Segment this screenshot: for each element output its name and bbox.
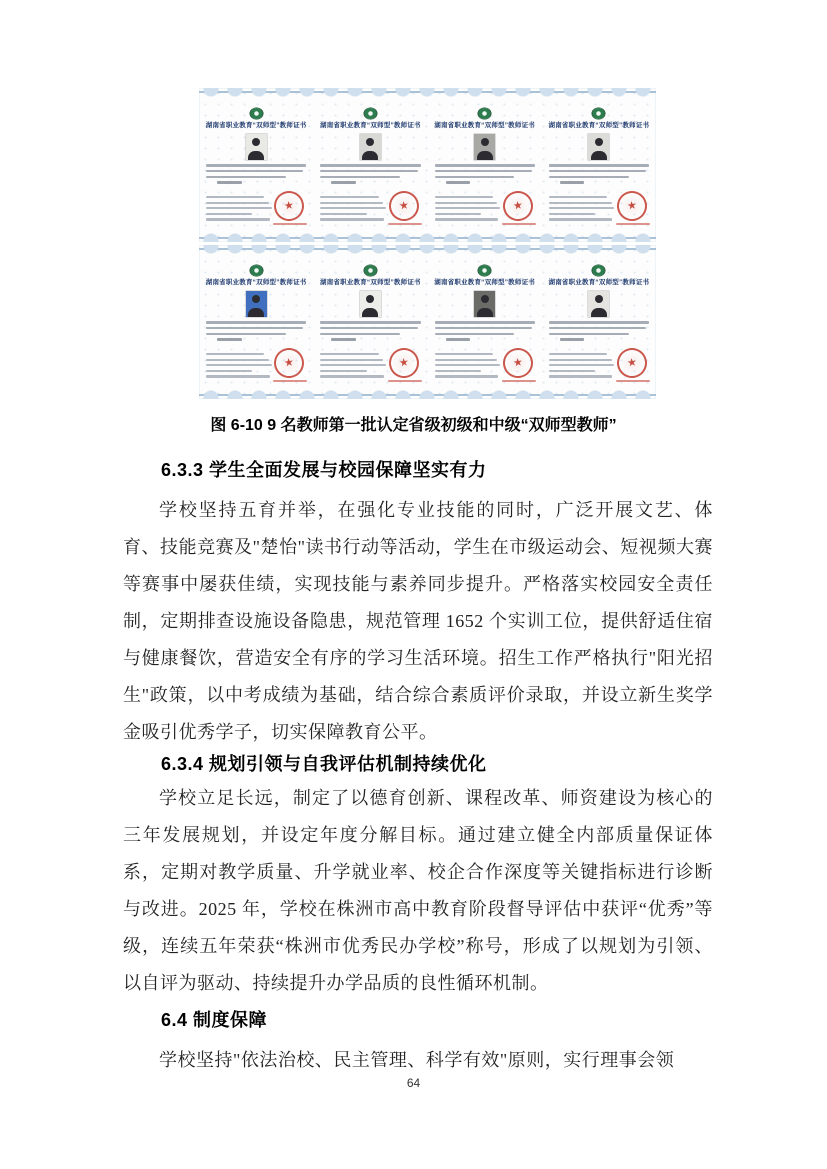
seal-date-text [273,380,307,382]
seal-star-icon: ★ [626,355,638,370]
guilloche-border-icon [199,88,656,101]
red-seal-icon [272,346,306,380]
double-qualified-emblem-icon [250,108,263,119]
photo-head-silhouette [252,295,260,303]
red-seal-icon [387,189,421,223]
seal-date-text [273,223,307,225]
teacher-photo [246,291,267,317]
certificate-meta-text [435,353,501,381]
photo-head-silhouette [366,138,374,146]
certificate-strip-row-1 [199,88,656,242]
teacher-certificate [199,258,313,386]
certificate-body-text [319,321,421,341]
photo-body-silhouette [477,308,493,317]
seal-date-text [616,223,650,225]
red-seal-icon [615,346,649,380]
photo-body-silhouette [362,151,378,160]
certificate-title: 湖南省职业教育“双师型”教师证书 [320,279,421,286]
seal-star-icon: ★ [626,198,638,213]
seal-star-icon: ★ [397,198,410,213]
seal-star-icon: ★ [283,198,295,213]
double-qualified-emblem-icon [478,108,491,119]
certificate-title: 湖南省职业教育“双师型”教师证书 [548,279,650,286]
photo-body-silhouette [477,151,493,160]
certificate-body-text [548,321,650,341]
certificates-figure [199,88,656,402]
section-paragraph-6-3-3: 学校坚持五育并举，在强化专业技能的同时，广泛开展文艺、体育、技能竞赛及"楚怡"读书行动等活动，学生在市级运动会、短视频大赛等赛事中屡获佳绩，实现技能与素养同步提升。严格落实校园安全责任制，定期排查设施设备隐患，规范管理 1652 个实训工位，提供舒适住宿与健康餐饮，营造安全有序的学习生活环境。招生工作严格执行"阳光招生"政策，以中考成绩为基础，结合综合素质评价录取，并设立新生奖学金吸引优秀学子，切实保障教育公平。 [123,500,713,742]
teacher-certificate [542,258,656,386]
section-heading-6-3-4: 6.3.4 规划引领与自我评估机制持续优化 [161,754,487,774]
certificate-title: 湖南省职业教育“双师型”教师证书 [205,122,307,129]
certificate-meta-text [206,196,272,224]
seal-date-text [502,223,536,225]
photo-head-silhouette [595,138,603,146]
seal-date-text [502,380,536,382]
guilloche-border-icon [199,229,656,242]
section-heading-6-4: 6.4 制度保障 [161,1010,268,1030]
certificate-meta-text [320,353,386,381]
certificate-meta-text [549,353,615,381]
certificate-meta-text [206,353,272,381]
certificate-body-text [434,164,536,184]
red-seal-icon [272,189,306,223]
guilloche-border-icon [199,386,656,399]
photo-body-silhouette [248,151,264,160]
seal-star-icon: ★ [511,198,524,213]
teacher-photo [588,134,609,160]
teacher-certificate [542,101,656,229]
photo-body-silhouette [362,308,378,317]
teacher-photo [360,134,381,160]
seal-date-text [388,223,422,225]
red-seal-icon [501,189,535,223]
certificate-body-text [205,321,307,341]
certificate-body-text [434,321,536,341]
certificate-meta-text [549,196,615,224]
teacher-certificate [199,101,313,229]
photo-body-silhouette [591,308,607,317]
certificate-row [199,258,656,386]
photo-body-silhouette [248,308,264,317]
double-qualified-emblem-icon [364,108,377,119]
certificate-title: 湖南省职业教育“双师型”教师证书 [320,122,421,129]
red-seal-icon [387,346,421,380]
certificate-row [199,101,656,229]
photo-head-silhouette [481,295,489,303]
guilloche-border-icon [199,245,656,258]
double-qualified-emblem-icon [478,265,491,276]
certificate-meta-text [435,196,501,224]
figure-caption: 图 6-10 9 名教师第一批认定省级初级和中级“双师型教师” [210,417,617,434]
teacher-photo [246,134,267,160]
certificate-title: 湖南省职业教育“双师型”教师证书 [548,122,650,129]
red-seal-icon [501,346,535,380]
teacher-certificate [313,101,427,229]
red-seal-icon [615,189,649,223]
double-qualified-emblem-icon [250,265,263,276]
seal-date-text [616,380,650,382]
teacher-certificate [313,258,427,386]
certificate-body-text [319,164,421,184]
certificate-body-text [205,164,307,184]
teacher-photo [360,291,381,317]
double-qualified-emblem-icon [364,265,377,276]
teacher-certificate [428,101,542,229]
double-qualified-emblem-icon [592,265,605,276]
certificate-title: 湖南省职业教育“双师型”教师证书 [205,279,307,286]
certificate-title: 湖南省职业教育“双师型”教师证书 [434,122,535,129]
seal-star-icon: ★ [397,355,410,370]
seal-star-icon: ★ [511,355,524,370]
teacher-photo [474,134,495,160]
page-number: 64 [406,1076,421,1090]
photo-body-silhouette [591,151,607,160]
certificate-title: 湖南省职业教育“双师型”教师证书 [434,279,535,286]
seal-star-icon: ★ [283,355,295,370]
teacher-photo [474,291,495,317]
photo-head-silhouette [481,138,489,146]
seal-date-text [388,380,422,382]
certificate-meta-text [320,196,386,224]
photo-head-silhouette [595,295,603,303]
teacher-photo [588,291,609,317]
double-qualified-emblem-icon [592,108,605,119]
photo-head-silhouette [366,295,374,303]
photo-head-silhouette [252,138,260,146]
section-paragraph-6-4: 学校坚持"依法治校、民主管理、科学有效"原则，实行理事会领 [159,1050,675,1070]
section-paragraph-6-3-4: 学校立足长远，制定了以德育创新、课程改革、师资建设为核心的三年发展规划，并设定年度分解目标。通过建立健全内部质量保证体系，定期对教学质量、升学就业率、校企合作深度等关键指标进行诊断与改进。2025 年，学校在株洲市高中教育阶段督导评估中获评“优秀”等级，连续五年荣获“株洲市优秀民办学校”称号，形成了以规划为引领、以自评为驱动、持续提升办学品质的良性循环机制。 [123,788,713,993]
section-heading-6-3-3: 6.3.3 学生全面发展与校园保障坚实有力 [161,460,487,480]
certificate-strip-row-2 [199,245,656,399]
certificate-body-text [548,164,650,184]
teacher-certificate [428,258,542,386]
